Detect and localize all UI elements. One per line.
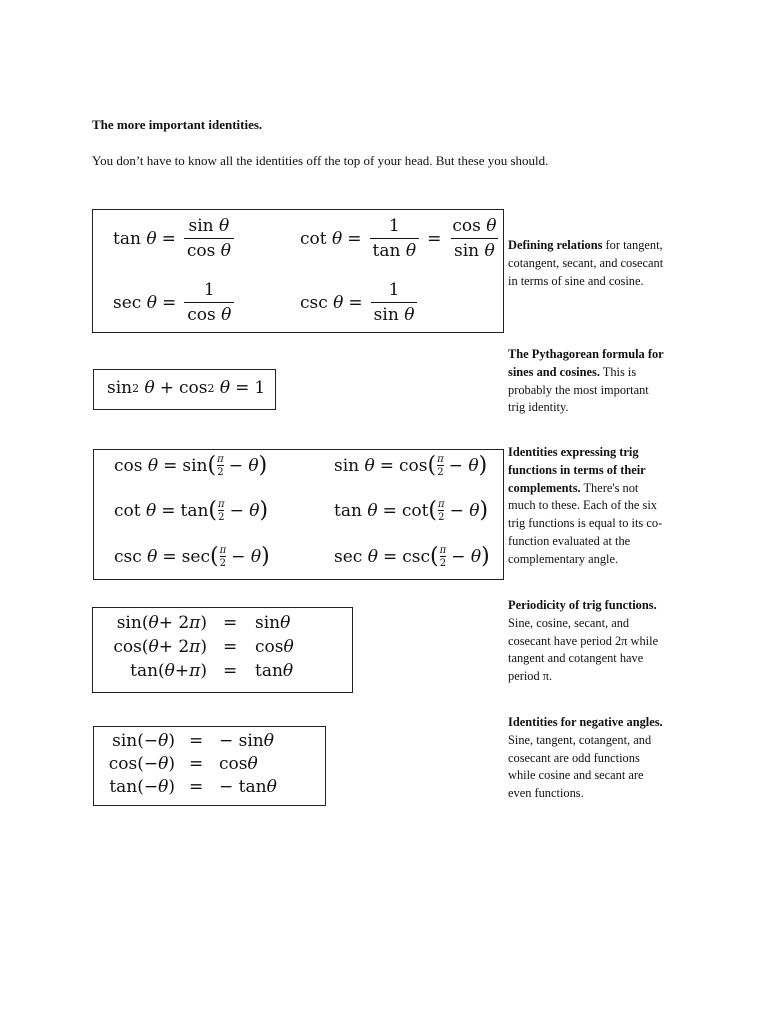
pi-symbol: π xyxy=(217,454,224,465)
cot-lhs: cot θ xyxy=(300,228,343,249)
cot-fraction-2 xyxy=(449,216,499,261)
note-pythagorean-title: The Pythagorean formula for sines and cosines. xyxy=(508,347,664,379)
tan-numerator: sin θ xyxy=(188,216,230,236)
note-defining-title: Defining relations xyxy=(508,238,603,252)
periodicity-rhs: tan θ xyxy=(255,661,294,681)
cofunction-identity-right-1 xyxy=(334,499,488,523)
csc-lhs: csc θ xyxy=(300,292,344,313)
two-denominator: 2 xyxy=(217,467,224,478)
note-negative-angles xyxy=(508,714,668,803)
negative-lhs: tan(− θ ) xyxy=(109,777,175,797)
cofunction-lhs: sec θ xyxy=(334,547,378,567)
sec-lhs: sec θ xyxy=(113,292,157,313)
cot-fraction-1 xyxy=(370,216,420,261)
cofunction-identity-left-0 xyxy=(114,454,267,478)
equals-sign: = xyxy=(189,754,204,774)
pi-over-two xyxy=(218,499,225,523)
two-denominator: 2 xyxy=(218,512,225,523)
pyth-theta-2: θ xyxy=(219,378,231,398)
equals-sign: = xyxy=(161,501,176,521)
close-paren: ) xyxy=(479,498,489,523)
pi-symbol: π xyxy=(437,454,444,465)
negative-rhs: cos θ xyxy=(219,754,258,774)
periodicity-lhs: sin( θ + 2 π ) xyxy=(116,613,207,633)
csc-fraction xyxy=(371,280,418,325)
equals-sign: = xyxy=(161,228,176,249)
cot-numerator-2: cos θ xyxy=(452,216,497,236)
pi-symbol: π xyxy=(438,499,445,510)
pi-over-two xyxy=(217,454,224,478)
minus-theta: − θ xyxy=(451,547,482,567)
sec-denominator: cos θ xyxy=(184,302,234,325)
note-negative-title: Identities for negative angles. xyxy=(508,715,663,729)
minus-theta: − θ xyxy=(449,501,480,521)
tan-fraction xyxy=(184,216,234,261)
negative-angles-box xyxy=(93,726,326,806)
note-pythagorean xyxy=(508,346,668,417)
two-denominator: 2 xyxy=(219,558,227,569)
note-cofunction-title: Identities expressing trig functions in terms of their complements. xyxy=(508,445,646,495)
periodicity-lhs: tan( θ + π ) xyxy=(130,661,207,681)
open-paren: ( xyxy=(427,453,437,478)
tan-definition xyxy=(113,216,237,261)
sec-fraction xyxy=(184,280,234,325)
two-denominator: 2 xyxy=(437,467,444,478)
note-periodicity xyxy=(508,597,668,686)
note-defining-text: for tangent, cotangent, secant, and cosecant in terms of sine and cosine. xyxy=(508,238,664,288)
cofunction-fn: tan xyxy=(180,501,209,521)
pyth-rhs: 1 xyxy=(254,378,266,398)
periodicity-rhs: sin θ xyxy=(255,613,291,633)
csc-denominator: sin θ xyxy=(371,302,418,325)
csc-numerator: 1 xyxy=(388,280,400,300)
equals-sign: = xyxy=(223,661,238,681)
cofunction-box xyxy=(93,449,504,580)
equals-sign: = xyxy=(347,228,362,249)
negative-lhs: cos(− θ ) xyxy=(108,754,175,774)
cofunction-lhs: cos θ xyxy=(114,456,159,476)
cot-denominator-2: sin θ xyxy=(451,238,498,261)
tan-denominator: cos θ xyxy=(184,238,234,261)
cofunction-fn: sin xyxy=(182,456,208,476)
cofunction-identity-left-1 xyxy=(114,499,268,523)
close-paren: ) xyxy=(478,453,488,478)
pyth-sin: sin xyxy=(107,378,133,398)
minus-theta: − θ xyxy=(231,547,262,567)
cofunction-lhs: tan θ xyxy=(334,501,378,521)
two-denominator: 2 xyxy=(439,558,447,569)
note-negative-text: Sine, tangent, cotangent, and cosecant are odd functions while cosine and secant are even functions. xyxy=(508,732,652,801)
pyth-cos: cos xyxy=(179,378,208,398)
pyth-cos-exponent: 2 xyxy=(207,381,215,395)
periodicity-lhs: cos( θ + 2 π ) xyxy=(113,637,207,657)
pi-over-two xyxy=(220,545,227,569)
equals-sign: = xyxy=(382,501,397,521)
minus-theta: − θ xyxy=(448,456,479,476)
note-defining-relations xyxy=(508,237,668,290)
equals-sign: = xyxy=(379,456,395,476)
periodicity-box xyxy=(92,607,353,693)
equals-sign: = xyxy=(163,456,178,476)
close-paren: ) xyxy=(261,544,270,569)
pi-symbol: π xyxy=(219,545,227,556)
cofunction-fn: cot xyxy=(401,501,429,521)
negative-lhs: sin(− θ ) xyxy=(112,731,175,751)
pi-over-two xyxy=(438,499,445,523)
pyth-theta-1: θ xyxy=(144,378,155,398)
pi-symbol: π xyxy=(218,499,225,510)
close-paren: ) xyxy=(258,453,268,478)
cofunction-lhs: cot θ xyxy=(114,501,157,521)
csc-definition xyxy=(300,280,420,325)
sec-definition xyxy=(113,280,237,325)
cot-numerator-1: 1 xyxy=(388,216,400,236)
negative-rhs: − tan θ xyxy=(219,777,277,797)
minus-theta: − θ xyxy=(228,456,259,476)
intro-text: You don’t have to know all the identities off the top of your head. But these you should. xyxy=(92,153,549,168)
cofunction-lhs: sin θ xyxy=(334,456,375,476)
cofunction-identity-right-0 xyxy=(334,454,487,478)
pyth-sin-exponent: 2 xyxy=(132,381,140,395)
equals-sign: = xyxy=(348,292,363,313)
pythagorean-box xyxy=(93,369,276,410)
equals-sign: = xyxy=(382,547,398,567)
open-paren: ( xyxy=(209,544,219,569)
cofunction-fn: sec xyxy=(181,547,210,567)
pi-over-two xyxy=(440,545,447,569)
open-paren: ( xyxy=(207,453,217,478)
pi-over-two xyxy=(437,454,444,478)
equals-sign: = xyxy=(162,547,177,567)
cofunction-identity-left-2 xyxy=(114,545,270,569)
open-paren: ( xyxy=(428,498,438,523)
cofunction-fn: cos xyxy=(399,456,428,476)
cofunction-identity-right-2 xyxy=(334,545,490,569)
equals-sign: = xyxy=(223,613,238,633)
cofunction-lhs: csc θ xyxy=(114,547,158,567)
equals-sign: = xyxy=(161,292,177,313)
minus-theta: − θ xyxy=(229,501,260,521)
equals-sign: = xyxy=(235,378,250,398)
open-paren: ( xyxy=(208,498,218,523)
two-denominator: 2 xyxy=(438,512,445,523)
cofunction-fn: csc xyxy=(402,547,430,567)
note-periodicity-text: Sine, cosine, secant, and cosecant have period 2π while tangent and cotangent have period π. xyxy=(508,615,659,684)
defining-relations-box xyxy=(92,209,504,333)
close-paren: ) xyxy=(481,544,490,569)
negative-rhs: − sin θ xyxy=(219,731,275,751)
section-heading: The more important identities. xyxy=(92,117,263,132)
tan-lhs: tan θ xyxy=(113,228,157,249)
sec-numerator: 1 xyxy=(203,280,215,300)
pi-symbol: π xyxy=(439,545,447,556)
note-periodicity-title: Periodicity of trig functions. xyxy=(508,598,657,612)
cot-definition xyxy=(300,216,502,261)
cot-denominator-1: tan θ xyxy=(370,238,420,261)
close-paren: ) xyxy=(259,498,269,523)
equals-sign: = xyxy=(223,637,238,657)
equals-sign: = xyxy=(427,228,442,249)
equals-sign: = xyxy=(189,777,204,797)
pythagorean-formula: sin 2 θ + cos 2 θ = 1 xyxy=(107,378,266,398)
periodicity-rhs: cos θ xyxy=(255,637,294,657)
note-pythagorean-text: This is probably the most important trig identity. xyxy=(508,364,649,415)
note-cofunction xyxy=(508,444,668,569)
equals-sign: = xyxy=(189,731,204,751)
note-cofunction-text: There's not much to these. Each of the six trig functions is equal to its co-function evaluated at the complementary angle. xyxy=(508,480,663,566)
open-paren: ( xyxy=(430,544,439,569)
